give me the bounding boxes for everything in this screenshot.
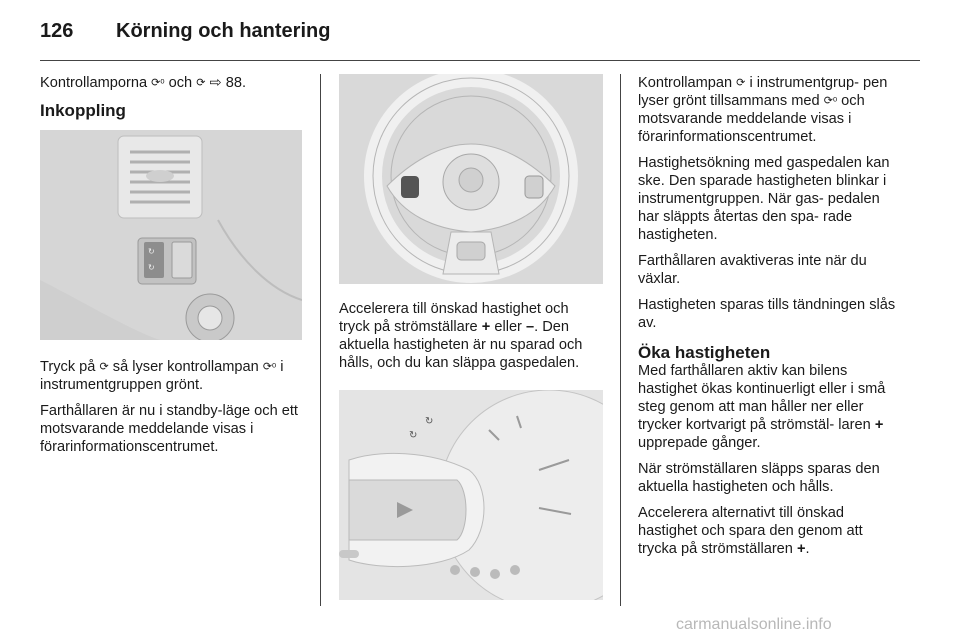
section-heading-inkoppling: Inkoppling xyxy=(40,101,126,120)
paragraph: Kontrollampan ⟳ i instrumentgrup- pen lyser grönt tillsammans med ⟳ᵒ och motsvarande meddelande visas i förarinformationscentrumet. xyxy=(638,75,888,145)
paragraph: Kontrollamporna ⟳ᵒ och ⟳ ⇨ 88. xyxy=(40,75,247,91)
paragraph: När strömställaren släpps sparas den aktuella hastigheten och hålls. xyxy=(638,461,880,495)
svg-text:↻: ↻ xyxy=(409,430,418,441)
column-1 xyxy=(40,74,302,464)
column-divider xyxy=(320,74,321,606)
cruise-control-icon: ⟳ xyxy=(736,77,746,89)
paragraph: Farthållaren är nu i standby-läge och ett motsvarande meddelande visas i förarinformationscentrumet. xyxy=(40,403,298,455)
section-heading-oka-hastigheten: Öka hastigheten xyxy=(638,343,771,362)
paragraph: Med farthållaren aktiv kan bilens hastighet ökas kontinuerligt eller i små steg genom att man håller ner eller trycker kortvarigt på strömstäl- laren + upprepade gånger. xyxy=(638,363,886,451)
page-number: 126 xyxy=(40,20,74,42)
cruise-control-icon: ⟳ xyxy=(99,361,109,373)
instrument-cluster-drawing xyxy=(339,390,603,600)
header-rule xyxy=(40,60,920,61)
minus-switch-icon: – xyxy=(525,319,535,335)
column-divider xyxy=(620,74,621,606)
cruise-control-on-icon: ⟳ᵒ xyxy=(262,361,277,373)
cruise-control-icon: ⟳ xyxy=(196,77,206,89)
steering-wheel-drawing xyxy=(339,74,603,284)
watermark: carmanualsonline.info xyxy=(676,616,832,633)
paragraph: Hastighetsökning med gaspedalen kan ske. Den sparade hastigheten blinkar i instrumentgruppen. När gas- pedalen har släppts återtas den spa- rade hastigheten. xyxy=(638,155,890,243)
paragraph: Hastigheten sparas tills tändningen slås av. xyxy=(638,297,896,331)
svg-text:↻: ↻ xyxy=(148,247,155,256)
dashboard-switch-illustration xyxy=(40,130,302,340)
paragraph: Farthållaren avaktiveras inte när du växlar. xyxy=(638,253,867,287)
plus-switch-icon: + xyxy=(874,417,884,433)
instrument-cluster-illustration xyxy=(339,390,603,600)
steering-wheel-illustration xyxy=(339,74,603,284)
column-3 xyxy=(638,74,902,566)
plus-switch-icon: + xyxy=(481,319,491,335)
page-reference-icon: ⇨ xyxy=(209,75,222,91)
plus-switch-icon: + xyxy=(796,541,806,557)
paragraph: Tryck på ⟳ så lyser kontrollampan ⟳ᵒ i instrumentgruppen grönt. xyxy=(40,359,284,393)
paragraph: Accelerera alternativt till önskad hastighet och spara den genom att trycka på strömställaren +. xyxy=(638,505,863,557)
page-header xyxy=(40,16,920,56)
cruise-control-on-icon: ⟳ᵒ xyxy=(823,95,838,107)
svg-text:↻: ↻ xyxy=(148,263,155,272)
page-title: Körning och hantering xyxy=(116,20,331,42)
dashboard-switch-drawing xyxy=(40,130,302,340)
column-2 xyxy=(339,74,603,600)
cruise-control-on-icon: ⟳ᵒ xyxy=(151,77,165,89)
paragraph: Accelerera till önskad hastighet och tryck på strömställare + eller –. Den aktuella hastigheten är nu sparad och hålls, och du kan släppa gaspedalen. xyxy=(339,301,583,371)
svg-text:↻: ↻ xyxy=(425,416,434,427)
